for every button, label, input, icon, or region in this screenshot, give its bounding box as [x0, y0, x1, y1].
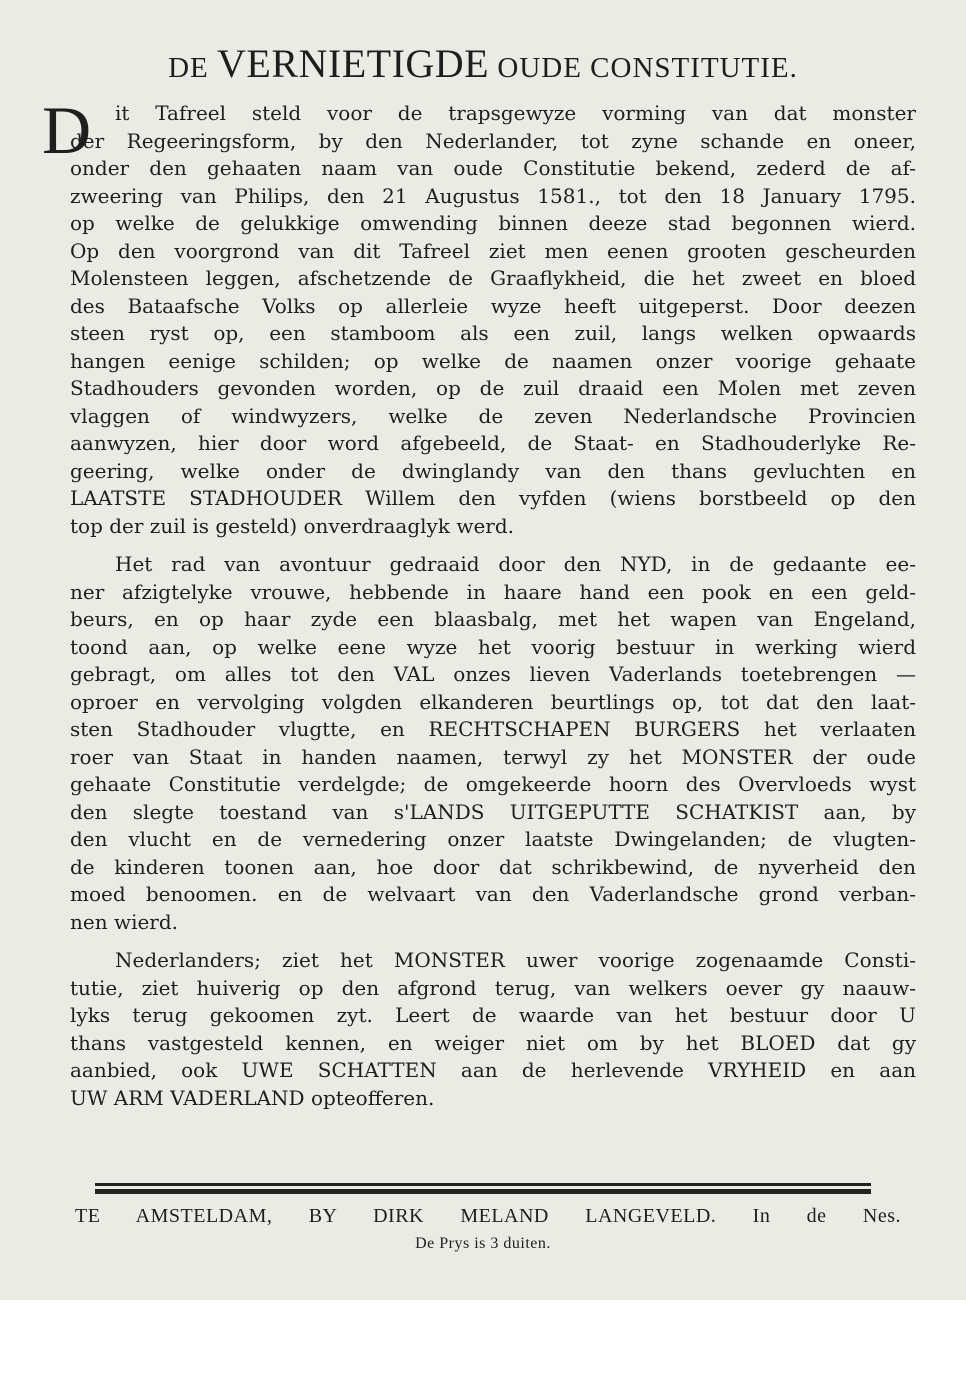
drop-cap: D — [42, 92, 92, 168]
text-line: Molensteen leggen, afschetzende de Graaflykheid, die het zweet en bloed — [70, 266, 916, 290]
text-line: des Bataafsche Volks op allerleie wyze heeft uitgeperst. Door deezen — [70, 293, 916, 318]
text-line: aanwyzen, hier door word afgebeeld, de Staat- en Stadhouderlyke Re- — [70, 431, 916, 455]
text-line: tutie, ziet huiverig op den afgrond terug, van welkers oever gy naauw- — [70, 975, 916, 1000]
text-line: top der zuil is gesteld) onverdraaglyk werd. — [70, 513, 514, 538]
text-line: ner afzigtelyke vrouwe, hebbende in haare hand een pook en een geld- — [70, 579, 916, 604]
paragraph-1 — [42, 92, 916, 540]
text-line: oproer en vervolging volgden elkanderen beurtlings op, tot dat den laat- — [70, 689, 916, 714]
price-line: De Prys is 3 duiten. — [415, 1235, 551, 1252]
text-line: vlaggen of windwyzers, welke de zeven Nederlandsche Provincien — [70, 403, 916, 428]
text-line: gebragt, om alles tot den VAL onzes lieven Vaderlands toetebrengen — — [70, 662, 916, 686]
text-line: UW ARM VADERLAND opteofferen. — [70, 1085, 435, 1110]
text-line: hangen eenige schilden; op welke de naamen onzer voorige gehaate — [70, 348, 916, 373]
ornamental-rule — [95, 1183, 871, 1194]
paragraph-3 — [42, 947, 916, 1112]
text-line: toond aan, op welke eene wyze het voorig bestuur in werking wierd — [70, 634, 916, 659]
page-title — [40, 40, 926, 87]
title-prefix: DE — [168, 52, 218, 84]
text-line: Op den voorgrond van dit Tafreel ziet men eenen grooten gescheurden — [70, 238, 916, 263]
text-line: onder den gehaaten naam van oude Constitutie bekend, zederd de af- — [70, 156, 916, 180]
text-line: Het rad van avontuur gedraaid door den NYD, in de gedaante ee- — [115, 552, 916, 576]
text-line: sten Stadhouder vlugtte, en RECHTSCHAPEN BURGERS het verlaaten — [70, 717, 916, 741]
text-line: zweering van Philips, den 21 Augustus 1581., tot den 18 January 1795. — [70, 183, 916, 208]
text-line: steen ryst op, een stamboom als een zuil, langs welken opwaards — [70, 321, 916, 345]
text-line: de kinderen toonen aan, hoe door dat schrikbewind, de nyverheid den — [70, 854, 916, 879]
text-line: it Tafreel steld voor de trapsgewyze vorming van dat monster — [115, 101, 916, 125]
text-line: lyks terug gekoomen zyt. Leert de waarde van het bestuur door U — [70, 1003, 916, 1027]
text-line: gehaate Constitutie verdelgde; de omgekeerde hoorn des Overvloeds wyst — [70, 772, 916, 796]
text-line: den vlucht en de vernedering onzer laatste Dwingelanden; de vlugten- — [70, 827, 916, 851]
text-line: roer van Staat in handen naamen, terwyl zy het MONSTER der oude — [70, 744, 916, 769]
paragraph-2 — [42, 551, 916, 936]
text-line: moed benoomen. en de welvaart van den Vaderlandsche grond verban- — [70, 882, 916, 906]
text-body — [42, 92, 916, 1112]
text-line: der Regeeringsform, by den Nederlander, tot zyne schande en oneer, — [70, 128, 916, 153]
text-line: geering, welke onder de dwinglandy van den thans gevluchten en — [70, 458, 916, 483]
text-line: beurs, en op haar zyde een blaasbalg, met het wapen van Engeland, — [70, 607, 916, 631]
text-line: thans vastgesteld kennen, en weiger niet om by het BLOED dat gy — [70, 1030, 916, 1055]
text-line: Stadhouders gevonden worden, op de zuil draaid een Molen met zeven — [70, 376, 916, 400]
text-line: den slegte toestand van s'LANDS UITGEPUTTE SCHATKIST aan, by — [70, 799, 916, 824]
text-line: op welke de gelukkige omwending binnen deeze stad begonnen wierd. — [70, 211, 916, 235]
text-line: aanbied, ook UWE SCHATTEN aan de herlevende VRYHEID en aan — [70, 1058, 916, 1082]
title-suffix: OUDE CONSTITUTIE. — [489, 52, 798, 84]
text-line: nen wierd. — [70, 909, 179, 934]
title-main: VERNIETIGDE — [217, 41, 490, 86]
text-line: LAATSTE STADHOUDER Willem den vyfden (wiens borstbeeld op den — [70, 486, 916, 510]
printer-imprint: TE AMSTELDAM, BY DIRK MELAND LANGEVELD. In de Nes. — [75, 1205, 901, 1227]
bottom-margin — [0, 1300, 966, 1390]
text-line: Nederlanders; ziet het MONSTER uwer voorige zogenaamde Consti- — [115, 948, 916, 972]
